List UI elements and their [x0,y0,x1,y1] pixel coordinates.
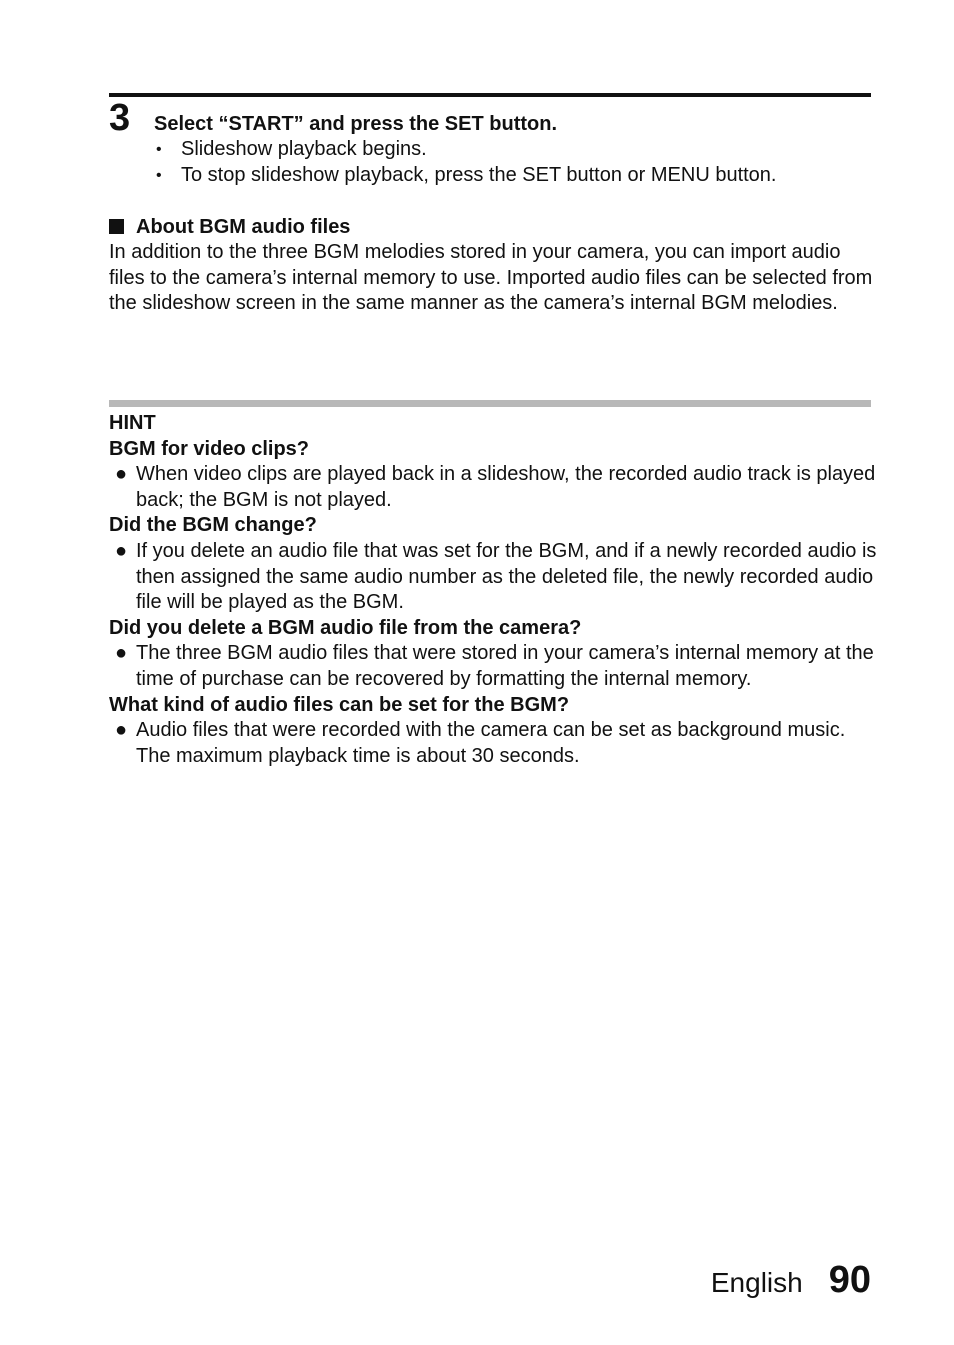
hint-answer [109,641,879,692]
bullet-dot-icon: • [156,166,162,184]
bullet-dot-icon: • [156,141,162,158]
hint-label: HINT [109,412,156,434]
step-bullet-item [156,163,871,189]
bullet-circle-icon: ● [115,539,128,562]
step-title: Select “START” and press the SET button. [154,113,558,135]
about-heading-text: About BGM audio files [136,216,351,238]
step-bullet-list [156,137,871,188]
page-number: 90 [828,1259,871,1301]
hint-answer-text: If you delete an audio file that was set for the BGM, and if a newly recorded audio is then assigned the same audio number as the deleted file, the newly recorded audio file will be played as the BGM. [136,539,877,614]
hint-answer-text: Audio files that were recorded with the camera can be set as background music. The maximum playback time is about 30 seconds. [136,719,846,767]
step-bullet-item [156,137,871,163]
hint-answer [109,539,879,616]
bullet-circle-icon: ● [115,719,128,742]
black-square-icon [109,219,124,234]
footer-language: English [710,1267,803,1298]
hint-question: What kind of audio files can be set for the BGM? [109,693,570,716]
page-footer [711,1258,871,1310]
step-number: 3 [109,97,131,139]
hint-rule [109,400,871,407]
about-section-heading [109,214,350,240]
top-rule [109,93,871,97]
hint-block [109,411,879,769]
step-bullet-text: To stop slideshow playback, press the SET button or MENU button. [181,163,777,186]
bullet-circle-icon: ● [115,642,128,665]
hint-question: Did you delete a BGM audio file from the camera? [109,616,582,639]
hint-question: BGM for video clips? [109,437,310,460]
step-bullet-text: Slideshow playback begins. [181,138,427,160]
hint-answer [109,462,879,513]
hint-answer-text: When video clips are played back in a slideshow, the recorded audio track is played back; the BGM is not played. [136,463,876,511]
hint-answer [109,718,879,769]
bullet-circle-icon: ● [115,463,128,486]
hint-answer-text: The three BGM audio files that were stored in your camera’s internal memory at the time of purchase can be recovered by formatting the internal memory. [136,642,874,690]
about-section-body: In addition to the three BGM melodies stored in your camera, you can import audio files to the camera’s internal memory to use. Imported audio files can be selected from the slideshow screen in the same manner as the camera’s internal BGM melodies. [109,241,873,314]
hint-question: Did the BGM change? [109,514,317,537]
